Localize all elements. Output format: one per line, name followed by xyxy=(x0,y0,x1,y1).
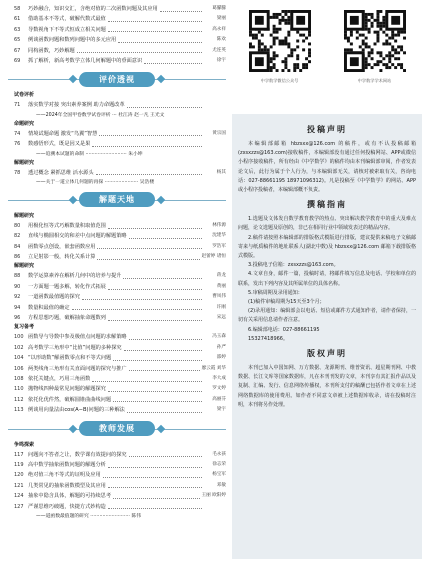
entry-author: 沈建华 xyxy=(212,233,226,239)
entry-author: 高永祥 xyxy=(212,26,226,32)
guide-list xyxy=(238,215,416,344)
entry-author: 黄丽 xyxy=(216,283,226,289)
leader-dots xyxy=(108,228,202,229)
banner-label: 教师发展 xyxy=(79,421,155,436)
guide-item: 2.稿件请按照本编辑部的排版格式模版进行排版，建议提供来稿电子文稿邮寄来与纸质稿件的地址联系人(湖北中数)及 hbzsxx@126.com 邮箱下载排版格式模版。 xyxy=(238,234,416,260)
entry-title: 用极化恒等式巧解数量积取值范围 xyxy=(28,222,106,229)
entry-title: 几类常见的抽象函数模型及其应用 xyxy=(28,482,106,489)
entry-title: 巧妙融合，知识交汇，含绝对值的二次函数问题及其应用 xyxy=(28,6,158,12)
toc-entry xyxy=(8,14,226,24)
toc-entry xyxy=(8,271,226,281)
entry-subtitle: ——道函数最值题的研究 ·························· 陈伟 xyxy=(36,513,142,519)
entry-title: 同构函数，巧妙解题 xyxy=(28,47,75,54)
entry-author: 徐志荣 xyxy=(212,461,226,467)
banner-label: 评价透视 xyxy=(79,72,155,87)
leader-dots xyxy=(103,477,202,478)
toc-entry xyxy=(8,313,226,323)
entry-author: 黄宗国 xyxy=(212,130,226,136)
page-number: 88 xyxy=(14,273,21,280)
toc-entry xyxy=(8,25,226,35)
guide-item: 4.文章自身，邮件一篇，投稿时请，将邮件填写信息及电话、学校和单位的联系，发出下列内容及其所属单位的具体名称。 xyxy=(238,271,416,287)
toc-entry xyxy=(8,231,226,241)
page-number: 69 xyxy=(14,57,21,64)
section-banner-solving xyxy=(8,191,226,209)
category-label: 解题研究 xyxy=(14,212,35,219)
entry-subtitle: ——2024年全国甲卷数学试卷评析 ··· 杜江涛 赵一凡 王光文 xyxy=(36,112,165,118)
toc-entry xyxy=(8,4,226,14)
toc-entry xyxy=(8,384,226,394)
entry-title: 抽象中隐含具体，解题的可持续思考 xyxy=(28,493,112,500)
toc-entry xyxy=(8,168,226,178)
toc-entry xyxy=(8,343,226,353)
page-number: 76 xyxy=(14,141,21,148)
toc-entry xyxy=(8,460,226,470)
toc-entry xyxy=(8,35,226,45)
entry-title: 方程思想巧题，破解抽象命题数列 xyxy=(28,315,106,322)
leader-dots xyxy=(160,11,202,12)
page-number: 108 xyxy=(14,375,24,382)
entry-author: 王丽 欧阳婷 xyxy=(201,493,226,499)
qr-code-image xyxy=(249,10,311,72)
page-number: 100 xyxy=(14,334,24,341)
entry-author: 宋远 xyxy=(216,315,226,321)
entry-author: 尤连英 xyxy=(212,47,226,53)
entry-subtitle: ——追溯本试题的命制 ··························· 朱小坤 xyxy=(36,151,143,157)
notice-title: 投稿声明 xyxy=(307,125,347,134)
qr-code-block xyxy=(244,4,316,104)
page-number: 127 xyxy=(14,503,24,510)
toc-entry xyxy=(8,303,226,313)
qr-caption: 中学数学学术网站 xyxy=(357,78,392,83)
toc-entry xyxy=(8,56,226,66)
entry-author: 赵蕾婷 诸恒 xyxy=(201,254,226,260)
leader-dots xyxy=(144,63,202,64)
page-number: 102 xyxy=(14,344,24,351)
page-number: 113 xyxy=(14,407,24,414)
page-number: 63 xyxy=(14,26,21,33)
qr-code-image xyxy=(344,10,406,72)
qr-code-block xyxy=(339,4,411,104)
toc-entry xyxy=(8,502,226,512)
entry-author: 林伟源 xyxy=(212,222,226,228)
leader-dots xyxy=(113,401,202,402)
page-number: 110 xyxy=(14,386,24,393)
guide-item: 5.审稿周期及录用通知： xyxy=(248,289,303,296)
page-number: 96 xyxy=(14,315,21,322)
toc-entry xyxy=(8,282,226,292)
leader-dots xyxy=(108,467,202,468)
leader-dots xyxy=(108,508,202,509)
entry-title: 数量积最值的确定 xyxy=(28,304,70,311)
guide-item: 1.选题及文体发自数学教育教学的热点、突出解决教学教育中的重大及难点问题，论文选题及原创的，非已在相同行业中领域发表过的精品内容。 xyxy=(238,216,416,232)
entry-author: 廖云霞 刘华 xyxy=(201,365,226,371)
toc-entry xyxy=(8,374,226,384)
entry-title: 例谈用向量法由cos(A−B)问题的三种解法 xyxy=(28,407,125,414)
leader-dots xyxy=(129,370,200,371)
leader-dots xyxy=(97,259,199,260)
entry-title: 导数视角下不等式恒成立相关问题 xyxy=(28,26,106,33)
notice-body: 本刊已加入中国知网、万方数据、龙源期刊、维普资讯、超星期刊网、中教数据、长江文库等国家数据库，凡在本刊刊发的文章，本刊享有其汇报作品以及复制、汇编、发行、信息网络传播权，本刊所支付的稿酬已包括作者文章在上述网络数据库的使用费用。如作者不同意文章被上述数据库收录，请在投稿时注明，本刊将另作处理。 xyxy=(238,365,416,408)
entry-title: 数感悟形式，既是因又是果 xyxy=(28,141,91,148)
entry-title: 数学运算素养在解析几何中的培养与提升 xyxy=(28,273,122,280)
entry-author: 孙严 xyxy=(216,344,226,350)
entry-title: 透过概念 紧抓思维 活水源头 xyxy=(28,169,94,176)
entry-author: 李大成 xyxy=(212,375,226,381)
notice-title: 撰稿指南 xyxy=(307,200,347,210)
notice-panel xyxy=(232,114,422,559)
entry-title: 抛物线四种最常见问题的解题探究 xyxy=(28,386,106,393)
page-number: 120 xyxy=(14,472,24,479)
toc-entry xyxy=(8,129,226,139)
entry-title: 高考数学三角形中“比值”问题的多种探究 xyxy=(28,344,122,351)
page-number: 82 xyxy=(14,233,21,240)
entry-author: 许刚 xyxy=(216,304,226,310)
leader-dots xyxy=(99,135,202,136)
leader-dots xyxy=(127,412,202,413)
section-banner-teacher xyxy=(8,420,226,438)
entry-title: 高中数学抽象函数问题的解题分析 xyxy=(28,461,106,468)
leader-dots xyxy=(92,146,202,147)
page-number: 92 xyxy=(14,294,21,301)
toc-section-teacher xyxy=(8,441,226,521)
toc-entry xyxy=(8,252,226,262)
leader-dots xyxy=(108,391,202,392)
leader-dots xyxy=(108,31,202,32)
entry-author: 毛永孩 xyxy=(212,451,226,457)
entry-title: “以形助数”解函数零点和不等式问题 xyxy=(28,355,112,362)
notice-title: 版权声明 xyxy=(307,349,347,359)
leader-dots xyxy=(108,289,202,290)
page-number: 67 xyxy=(14,47,21,54)
leader-dots xyxy=(108,21,202,22)
leader-dots xyxy=(97,248,202,249)
category-label: 复习备考 xyxy=(14,324,35,331)
entry-author: 邵婷 xyxy=(216,355,226,361)
page-number: 80 xyxy=(14,222,21,229)
entry-author: 徐宇 xyxy=(216,57,226,63)
entry-title: 两类线角三角形有关直面问题的探究与推广 xyxy=(28,365,127,372)
guide-item: (1)稿件审稿周期为15天至3个月； xyxy=(248,299,325,306)
toc-entry xyxy=(8,332,226,342)
toc-entry xyxy=(8,395,226,405)
qr-code-area xyxy=(232,4,422,104)
guide-item: (2)录用通知：编辑部会以电话、短信或邮件方式通知作者，请作者保持，一切有关采用信息请作者注意。 xyxy=(238,308,416,324)
page-number: 61 xyxy=(14,16,21,23)
entry-title: 函数零点创设，嵌套函数应用 xyxy=(28,243,96,250)
toc-entry xyxy=(8,353,226,363)
entry-author: 葛朦朦 xyxy=(212,6,226,11)
entry-title: 一方面题一题多解，转化作式拓展 xyxy=(28,283,106,290)
entry-author: 曹凤伟 xyxy=(212,294,226,300)
toc-entry xyxy=(8,470,226,480)
page-number: 119 xyxy=(14,461,24,468)
page-number: 71 xyxy=(14,102,21,109)
entry-title: 例谈函数问题和数列问题中的多元应用 xyxy=(28,37,117,44)
page-number: 74 xyxy=(14,130,21,137)
entry-author: 杨宝军 xyxy=(212,472,226,478)
toc-entry xyxy=(8,221,226,231)
qr-caption: 中学数学微信公众号 xyxy=(260,78,299,83)
category-label: 解题研究 xyxy=(14,159,35,166)
category-label: 争鸣探索 xyxy=(14,441,35,448)
entry-title: 严谨思维巧破题，快捷方式妙构造 xyxy=(28,503,106,510)
page-number: 84 xyxy=(14,243,21,250)
guide-item: 6.编辑部电话：027-88661195 xyxy=(248,326,320,333)
entry-title: 一道函数最值题的探究 xyxy=(28,294,80,301)
entry-title: 借助基本不等式，破解代数式最值 xyxy=(28,16,106,23)
leader-dots xyxy=(96,174,202,175)
leader-dots xyxy=(127,107,202,108)
leader-dots xyxy=(118,42,202,43)
page-number: 117 xyxy=(14,451,24,458)
toc-entry xyxy=(8,405,226,415)
page-number: 94 xyxy=(14,304,21,311)
leader-dots xyxy=(129,238,202,239)
section-banner-evaluation xyxy=(8,70,226,88)
page-number: 78 xyxy=(14,169,21,176)
toc-entry xyxy=(8,100,226,110)
entry-title: 问题向不答者之让，数学课有效提问的探究 xyxy=(28,451,127,458)
entry-title: 落实数学对接 突出素养案例 助力命题改革 xyxy=(28,102,125,109)
toc-entry xyxy=(8,364,226,374)
entry-title: 立足射影一般，转化关系计算 xyxy=(28,254,96,261)
right-column xyxy=(232,4,422,559)
category-label: 试卷评析 xyxy=(14,92,35,99)
leader-dots xyxy=(72,309,202,310)
entry-author: 邓敏 xyxy=(216,482,226,488)
entry-title: 依托化优件然，破解圆锥曲曲线问题 xyxy=(28,396,112,403)
toc-entry xyxy=(8,481,226,491)
leader-dots xyxy=(113,360,202,361)
toc-entry xyxy=(8,491,226,501)
leader-dots xyxy=(129,339,202,340)
leader-dots xyxy=(129,456,202,457)
entry-author: 杨其 xyxy=(216,169,226,175)
toc-section-solving xyxy=(8,212,226,416)
page-number: 106 xyxy=(14,365,24,372)
page-number: 86 xyxy=(14,254,21,261)
page-number: 65 xyxy=(14,37,21,44)
toc-entry xyxy=(8,139,226,149)
page-number: 104 xyxy=(14,355,24,362)
banner-label: 解题天地 xyxy=(79,192,155,207)
page-number: 112 xyxy=(14,396,24,403)
toc-entry xyxy=(8,450,226,460)
entry-title: 依托关键点，巧用三角函数 xyxy=(28,375,91,382)
page-number: 121 xyxy=(14,482,24,489)
entry-author: 梁丽 xyxy=(216,16,226,22)
leader-dots xyxy=(123,278,202,279)
toc-top-section xyxy=(8,4,226,66)
entry-author: 高丽芬 xyxy=(212,396,226,402)
entry-title: 函数导与导数中参及极值点问题的求解策略 xyxy=(28,334,127,341)
guide-item: 15327418966。 xyxy=(248,335,288,342)
entry-author: 梁宇 xyxy=(216,407,226,413)
leader-dots xyxy=(82,299,202,300)
category-label: 解题研究 xyxy=(14,263,35,270)
notice-body: 本编辑部邮箱 hbzsxx@126.com 的稿件，或有不认投稿邮箱(zxsxzzs@163.com)接收稿件，本编辑部没有通过任何投稿网站、APP或微信小程序接收稿件，所有经由《中学数学》的稿件均由本刊编辑部审阅，作者发表论文后，此行为属于个人行为，与本编辑部无关，请核对被索取有关，咨询电话：027-88661195 18971096312)。凡是投稿至《中学数学》的网站、APP或小程序投稿者，本编辑部概不负责。 xyxy=(238,141,416,194)
entry-title: 情境试题命题 激发“鸟翼”智慧 xyxy=(28,130,98,137)
entry-subtitle: ——关于一道立体几何题的再探 ······················ 吴浩楼 xyxy=(36,179,155,185)
page-number: 58 xyxy=(14,6,21,12)
leader-dots xyxy=(108,320,202,321)
toc-entry xyxy=(8,292,226,302)
leader-dots xyxy=(108,487,202,488)
entry-author: 罗文婷 xyxy=(212,386,226,392)
toc-section-evaluation xyxy=(8,91,226,187)
table-of-contents xyxy=(8,4,226,521)
entry-title: 直线与椭圆相交的和差中点问题的解题策略 xyxy=(28,233,127,240)
toc-entry xyxy=(8,242,226,252)
page-number: 90 xyxy=(14,283,21,290)
leader-dots xyxy=(77,52,202,53)
page-number: 124 xyxy=(14,493,24,500)
entry-author: 罗浩军 xyxy=(212,243,226,249)
entry-author: 陈欢 xyxy=(216,37,226,43)
category-label: 命题研究 xyxy=(14,120,35,127)
entry-author: 冯玉森 xyxy=(212,334,226,340)
entry-author: 蒋龙 xyxy=(216,273,226,279)
toc-entry xyxy=(8,46,226,56)
entry-title: 抓了解析，新高考数学立体几何解题中的垂面意识 xyxy=(28,57,143,64)
guide-item: 3.投稿电子信箱：zxsxzzs@163.com。 xyxy=(248,262,339,269)
leader-dots xyxy=(92,381,202,382)
entry-title: 绝对值三角不等式的证明及应用 xyxy=(28,472,101,479)
leader-dots xyxy=(113,498,200,499)
leader-dots xyxy=(124,350,202,351)
